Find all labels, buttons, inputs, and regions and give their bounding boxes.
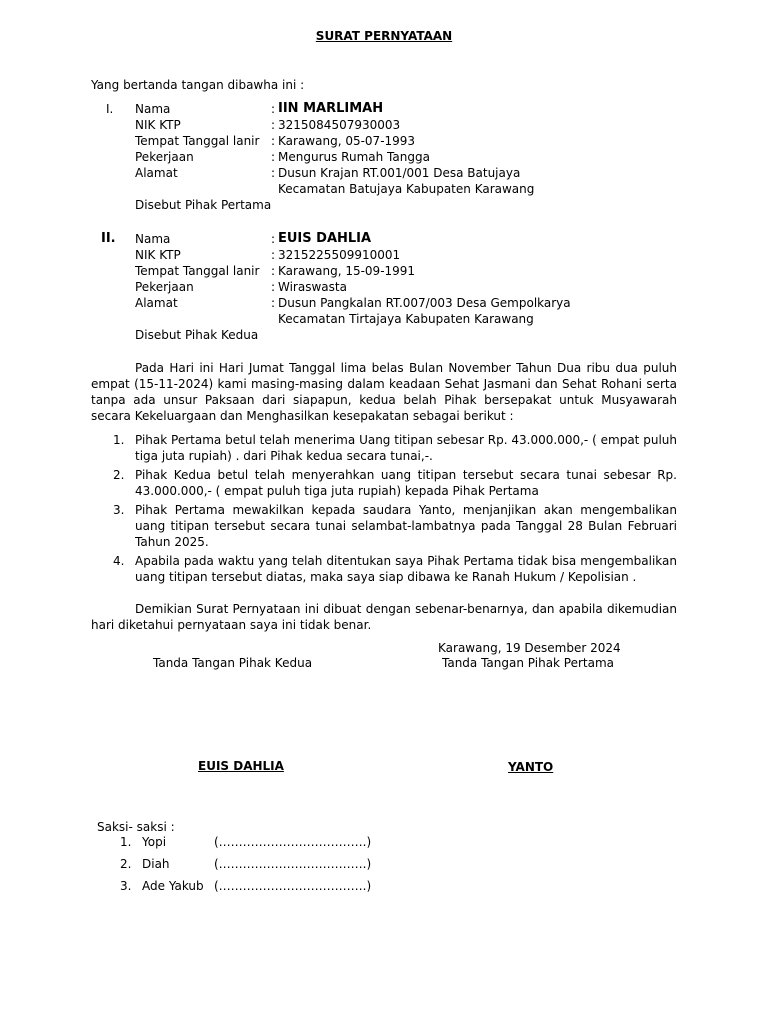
party2-ttl: Karawang, 15-09-1991 bbox=[278, 264, 416, 278]
witness-name: Yopi bbox=[142, 835, 167, 849]
party1-label-address: Alamat bbox=[135, 166, 178, 180]
party1-ttl: Karawang, 05-07-1993 bbox=[278, 134, 416, 148]
witness-signature-line: (……………………………….) bbox=[214, 879, 372, 893]
party1-colon-ttl: : bbox=[271, 134, 276, 148]
witness-number: 1. bbox=[120, 835, 132, 849]
party2-label-address: Alamat bbox=[135, 296, 178, 310]
party1-nik: 3215084507930003 bbox=[278, 118, 401, 132]
sign-left-name: EUIS DAHLIA bbox=[198, 759, 284, 773]
list-item bbox=[91, 432, 677, 464]
list-item bbox=[91, 502, 677, 550]
party2-colon-address: : bbox=[271, 296, 276, 310]
point-number: 4. bbox=[113, 554, 125, 568]
party2-label-job: Pekerjaan bbox=[135, 280, 194, 294]
party2-colon-nik: : bbox=[271, 248, 276, 262]
party2-job: Wiraswasta bbox=[278, 280, 347, 294]
party2-nik: 3215225509910001 bbox=[278, 248, 401, 262]
party2-label-ttl: Tempat Tanggal lanir bbox=[135, 264, 260, 278]
party1-colon-nik: : bbox=[271, 118, 276, 132]
witness-number: 3. bbox=[120, 879, 132, 893]
party2-name: EUIS DAHLIA bbox=[278, 231, 372, 246]
party2-label-nik: NIK KTP bbox=[135, 248, 181, 262]
party1-address-line1: Dusun Krajan RT.001/001 Desa Batujaya bbox=[278, 166, 521, 180]
party1-label-nik: NIK KTP bbox=[135, 118, 181, 132]
point-number: 3. bbox=[113, 503, 125, 517]
party2-designation: Disebut Pihak Kedua bbox=[135, 328, 259, 342]
sign-right-name: YANTO bbox=[508, 760, 554, 774]
party1-name: IIN MARLIMAH bbox=[278, 101, 384, 116]
list-item bbox=[91, 467, 677, 499]
party1-colon-job: : bbox=[271, 150, 276, 164]
agreement-points bbox=[91, 432, 677, 588]
document-title: SURAT PERNYATAAN bbox=[315, 29, 453, 43]
witness-title: Saksi- saksi : bbox=[97, 820, 175, 834]
witness-signature-line: (……………………………….) bbox=[214, 857, 372, 871]
opening-text: Pada Hari ini Hari Jumat Tanggal lima belas Bulan November Tahun Dua ribu dua puluh empat (15-11-2024) kami masing-masing dalam keadaan Sehat Jasmani dan Sehat Rohani serta tanpa ada unsur Paksaan dari siapapun, kedua belah Pihak bersepakat untuk Musyawarah secara Kekeluargaan dan Menghasilkan kesepakatan sebagai berikut : bbox=[91, 361, 677, 423]
party2-colon-job: : bbox=[271, 280, 276, 294]
witness-signature-line: (……………………………….) bbox=[214, 835, 372, 849]
place-date: Karawang, 19 Desember 2024 bbox=[438, 641, 621, 655]
party1-label-name: Nama bbox=[135, 102, 171, 116]
point-number: 1. bbox=[113, 433, 125, 447]
point-text: Pihak Pertama mewakilkan kepada saudara Yanto, menjanjikan akan mengembalikan uang titipan tersebut secara tunai selambat-lambatnya pada Tanggal 28 Bulan Februari Tahun 2025. bbox=[135, 503, 677, 549]
point-number: 2. bbox=[113, 468, 125, 482]
party1-colon-name: : bbox=[271, 102, 276, 116]
witness-name: Diah bbox=[142, 857, 170, 871]
party1-label-job: Pekerjaan bbox=[135, 150, 194, 164]
opening-paragraph bbox=[91, 360, 677, 424]
party1-numeral: I. bbox=[106, 102, 114, 116]
sign-left-label: Tanda Tangan Pihak Kedua bbox=[153, 656, 313, 670]
party2-colon-name: : bbox=[271, 232, 276, 246]
party2-colon-ttl: : bbox=[271, 264, 276, 278]
party2-numeral: II. bbox=[101, 231, 116, 246]
point-text: Pihak Kedua betul telah menyerahkan uang titipan tersebut secara tunai sebesar Rp. 43.000.000,- ( empat puluh tiga juta rupiah) kepada Pihak Pertama bbox=[135, 468, 677, 498]
intro-text: Yang bertanda tangan dibawha ini : bbox=[91, 78, 305, 92]
witness-name: Ade Yakub bbox=[142, 879, 204, 893]
list-item bbox=[91, 553, 677, 585]
party1-address-line2: Kecamatan Batujaya Kabupaten Karawang bbox=[278, 182, 535, 196]
closing-text: Demikian Surat Pernyataan ini dibuat dengan sebenar-benarnya, dan apabila dikemudian hari diketahui pernyataan saya ini tidak benar. bbox=[91, 602, 677, 632]
party1-job: Mengurus Rumah Tangga bbox=[278, 150, 430, 164]
party1-designation: Disebut Pihak Pertama bbox=[135, 198, 272, 212]
sign-right-label: Tanda Tangan Pihak Pertama bbox=[442, 656, 615, 670]
party2-address-line2: Kecamatan Tirtajaya Kabupaten Karawang bbox=[278, 312, 534, 326]
witness-number: 2. bbox=[120, 857, 132, 871]
party2-label-name: Nama bbox=[135, 232, 171, 246]
point-text: Apabila pada waktu yang telah ditentukan saya Pihak Pertama tidak bisa mengembalikan uang titipan tersebut diatas, maka saya siap dibawa ke Ranah Hukum / Kepolisian . bbox=[135, 554, 677, 584]
party1-colon-address: : bbox=[271, 166, 276, 180]
party1-label-ttl: Tempat Tanggal lanir bbox=[135, 134, 260, 148]
point-text: Pihak Pertama betul telah menerima Uang titipan sebesar Rp. 43.000.000,- ( empat puluh tiga juta rupiah) . dari Pihak kedua secara tunai,-. bbox=[135, 433, 677, 463]
closing-paragraph bbox=[91, 601, 677, 633]
party2-address-line1: Dusun Pangkalan RT.007/003 Desa Gempolkarya bbox=[278, 296, 571, 310]
